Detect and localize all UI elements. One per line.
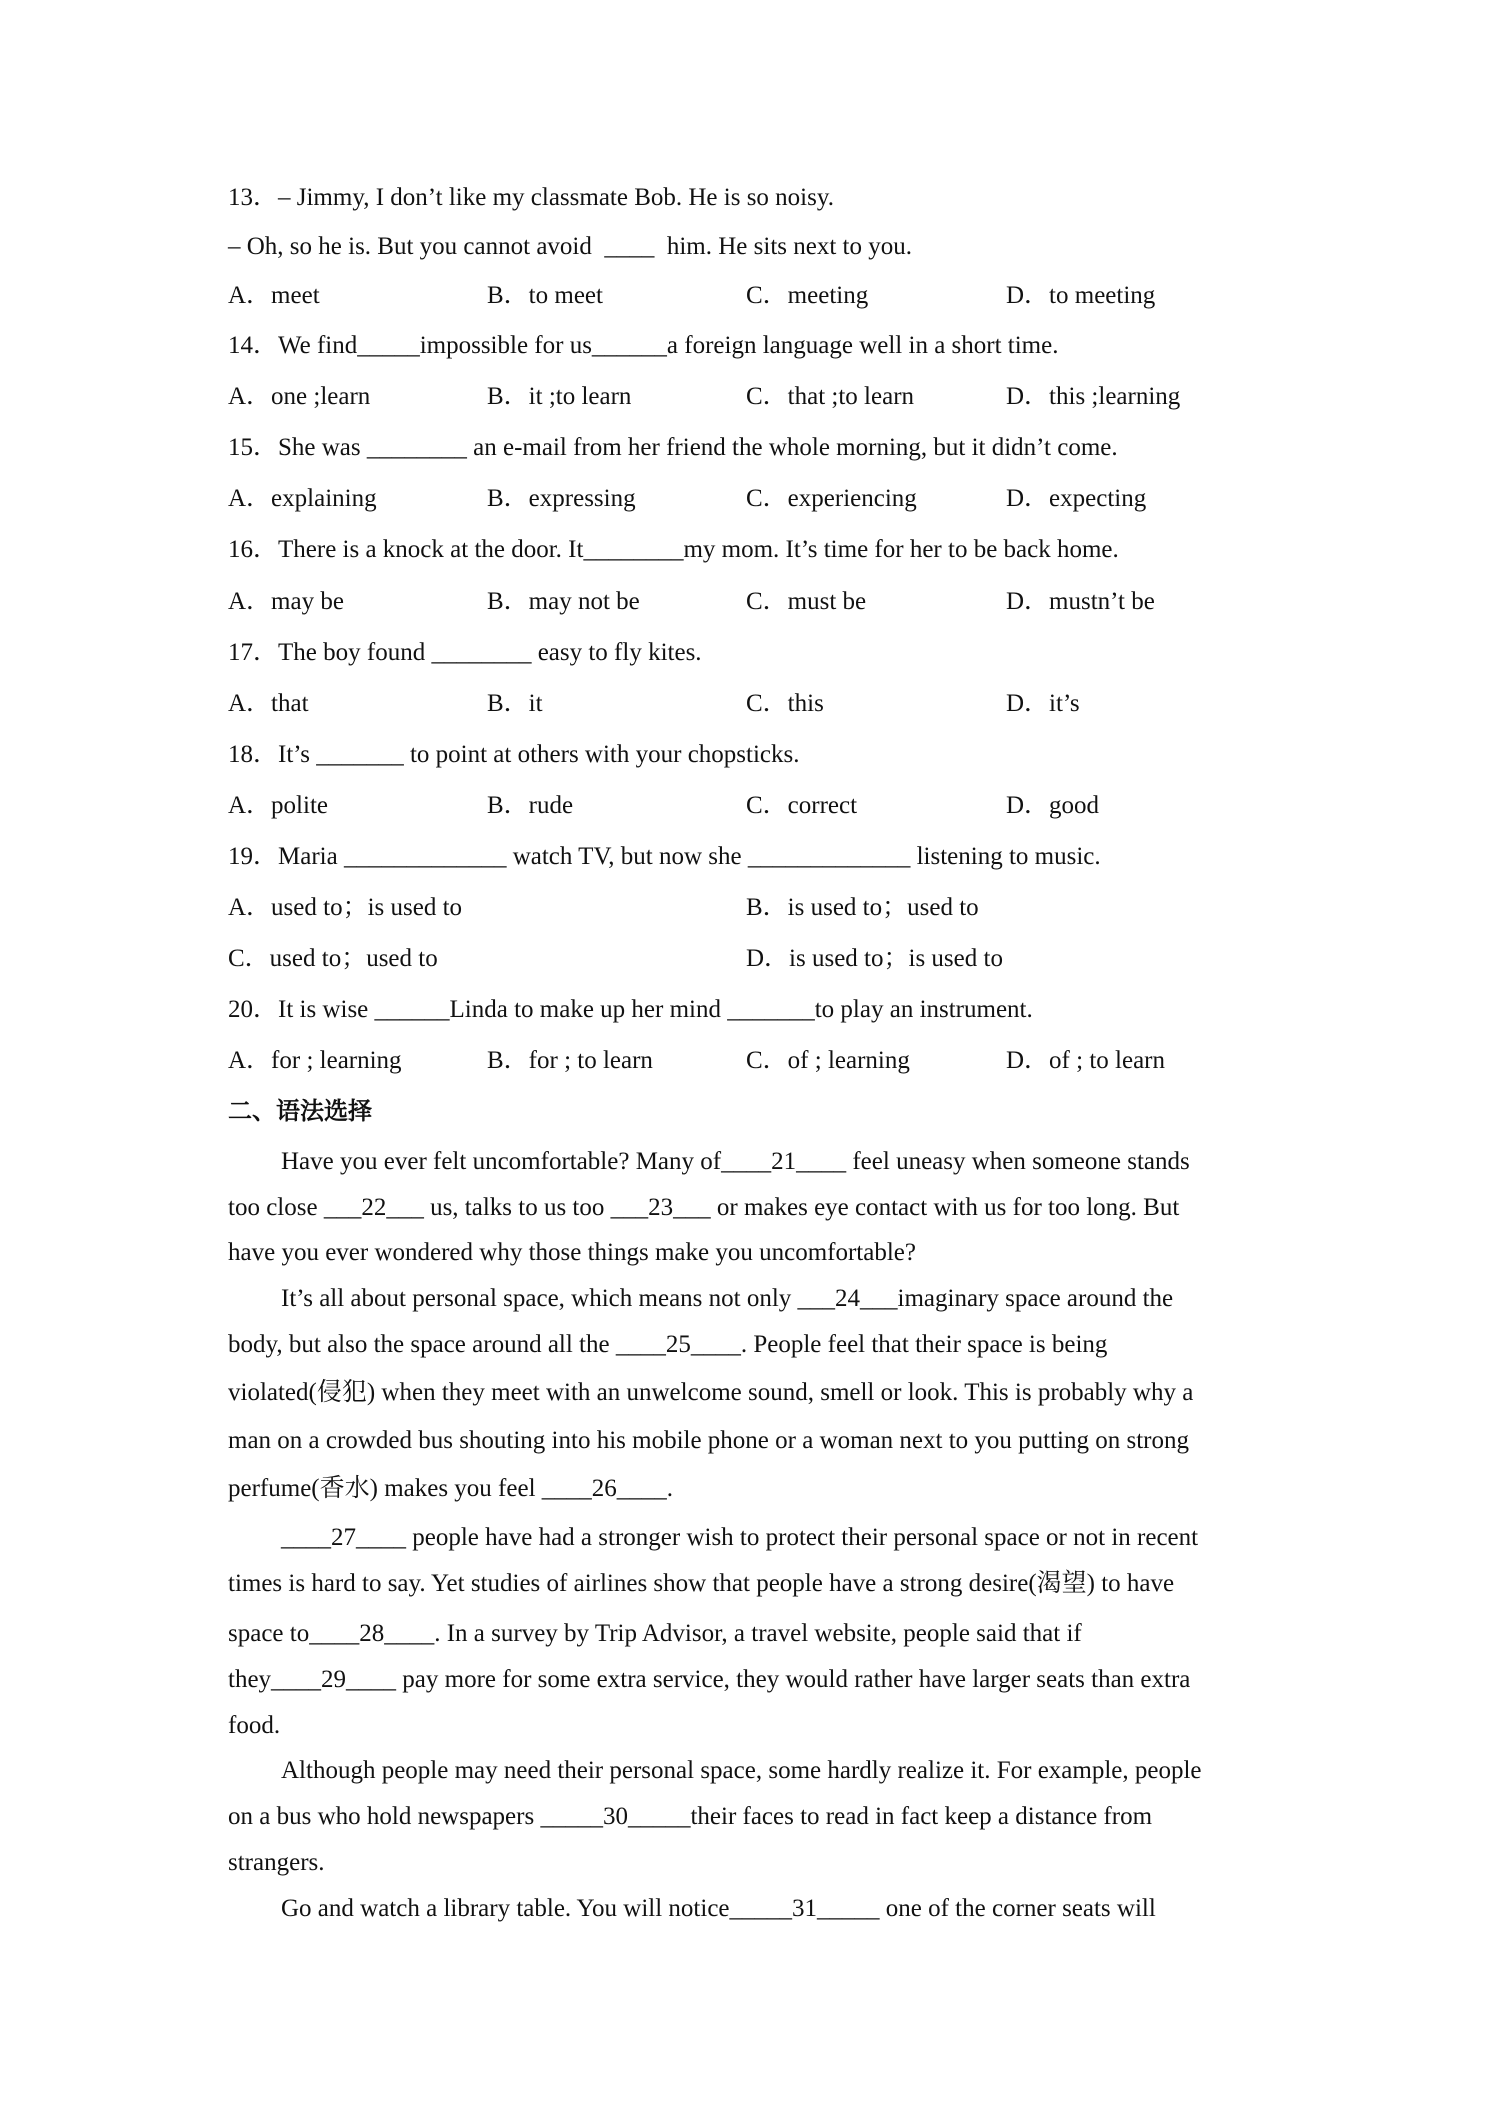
question-16-option-c: C．must be: [746, 588, 867, 615]
question-20-stem: 20．It is wise ______Linda to make up her mind _______to play an instrument.: [228, 996, 1033, 1023]
question-14-option-a: A．one ;learn: [228, 383, 371, 410]
passage-line: Go and watch a library table. You will notice_____31_____ one of the corner seats will: [281, 1895, 1156, 1922]
question-13-stem-line-2: – Oh, so he is. But you cannot avoid ____ him. He sits next to you.: [228, 233, 912, 260]
question-13-stem-line-1: 13．– Jimmy, I don’t like my classmate Bob. He is so noisy.: [228, 184, 834, 211]
question-20-option-b: B．for ; to learn: [487, 1047, 653, 1074]
question-16-option-a: A．may be: [228, 588, 344, 615]
passage-line: Although people may need their personal space, some hardly realize it. For example, people: [281, 1757, 1202, 1784]
question-14-stem: 14．We find_____impossible for us______a foreign language well in a short time.: [228, 332, 1059, 359]
passage-line: ____27____ people have had a stronger wish to protect their personal space or not in recent: [281, 1524, 1199, 1551]
question-13-option-b: B．to meet: [487, 282, 603, 309]
passage-line: violated(侵犯) when they meet with an unwelcome sound, smell or look. This is probably why a: [228, 1379, 1194, 1406]
question-19-stem: 19．Maria _____________ watch TV, but now she _____________ listening to music.: [228, 843, 1101, 870]
question-17-option-b: B．it: [487, 690, 543, 717]
question-18-option-c: C．correct: [746, 792, 858, 819]
question-19-option-c: C．used to；used to: [228, 945, 438, 972]
question-18-stem: 18．It’s _______ to point at others with your chopsticks.: [228, 741, 800, 768]
question-18-option-a: A．polite: [228, 792, 328, 819]
passage-line: space to____28____. In a survey by Trip Advisor, a travel website, people said that if: [228, 1620, 1082, 1647]
question-19-option-d: D．is used to；is used to: [746, 945, 1003, 972]
question-16-option-d: D．mustn’t be: [1006, 588, 1155, 615]
passage-line: too close ___22___ us, talks to us too ___23___ or makes eye contact with us for too long. But: [228, 1194, 1180, 1221]
question-17-option-a: A．that: [228, 690, 309, 717]
question-17-stem: 17．The boy found ________ easy to fly kites.: [228, 639, 702, 666]
question-14-option-b: B．it ;to learn: [487, 383, 632, 410]
question-17-option-c: C．this: [746, 690, 824, 717]
question-18-option-d: D．good: [1006, 792, 1100, 819]
question-15-stem: 15．She was ________ an e-mail from her friend the whole morning, but it didn’t come.: [228, 434, 1118, 461]
question-14-option-c: C．that ;to learn: [746, 383, 915, 410]
question-13-option-c: C．meeting: [746, 282, 869, 309]
passage-line: Have you ever felt uncomfortable? Many of____21____ feel uneasy when someone stands: [281, 1148, 1190, 1175]
passage-line: man on a crowded bus shouting into his mobile phone or a woman next to you putting on strong: [228, 1427, 1189, 1454]
passage-line: times is hard to say. Yet studies of airlines show that people have a strong desire(渴望) to have: [228, 1570, 1175, 1597]
question-13-option-d: D．to meeting: [1006, 282, 1156, 309]
question-17-option-d: D．it’s: [1006, 690, 1080, 717]
question-16-option-b: B．may not be: [487, 588, 640, 615]
passage-line: they____29____ pay more for some extra service, they would rather have larger seats than extra: [228, 1666, 1191, 1693]
section-heading: 二、语法选择: [228, 1097, 372, 1125]
passage-line: It’s all about personal space, which means not only ___24___imaginary space around the: [281, 1285, 1174, 1312]
passage-line: strangers.: [228, 1849, 325, 1876]
question-16-stem: 16．There is a knock at the door. It________my mom. It’s time for her to be back home.: [228, 536, 1119, 563]
question-15-option-d: D．expecting: [1006, 485, 1147, 512]
passage-line: on a bus who hold newspapers _____30_____their faces to read in fact keep a distance from: [228, 1803, 1153, 1830]
question-13-option-a: A．meet: [228, 282, 320, 309]
question-20-option-d: D．of ; to learn: [1006, 1047, 1165, 1074]
question-15-option-c: C．experiencing: [746, 485, 917, 512]
question-15-option-b: B．expressing: [487, 485, 636, 512]
question-19-option-a: A．used to；is used to: [228, 894, 463, 921]
passage-line: perfume(香水) makes you feel ____26____.: [228, 1475, 674, 1502]
question-14-option-d: D．this ;learning: [1006, 383, 1181, 410]
question-15-option-a: A．explaining: [228, 485, 377, 512]
question-19-option-b: B．is used to；used to: [746, 894, 979, 921]
question-20-option-a: A．for ; learning: [228, 1047, 402, 1074]
question-18-option-b: B．rude: [487, 792, 574, 819]
question-20-option-c: C．of ; learning: [746, 1047, 910, 1074]
passage-line: body, but also the space around all the ____25____. People feel that their space is being: [228, 1331, 1108, 1358]
passage-line: food.: [228, 1712, 281, 1739]
passage-line: have you ever wondered why those things make you uncomfortable?: [228, 1239, 916, 1266]
